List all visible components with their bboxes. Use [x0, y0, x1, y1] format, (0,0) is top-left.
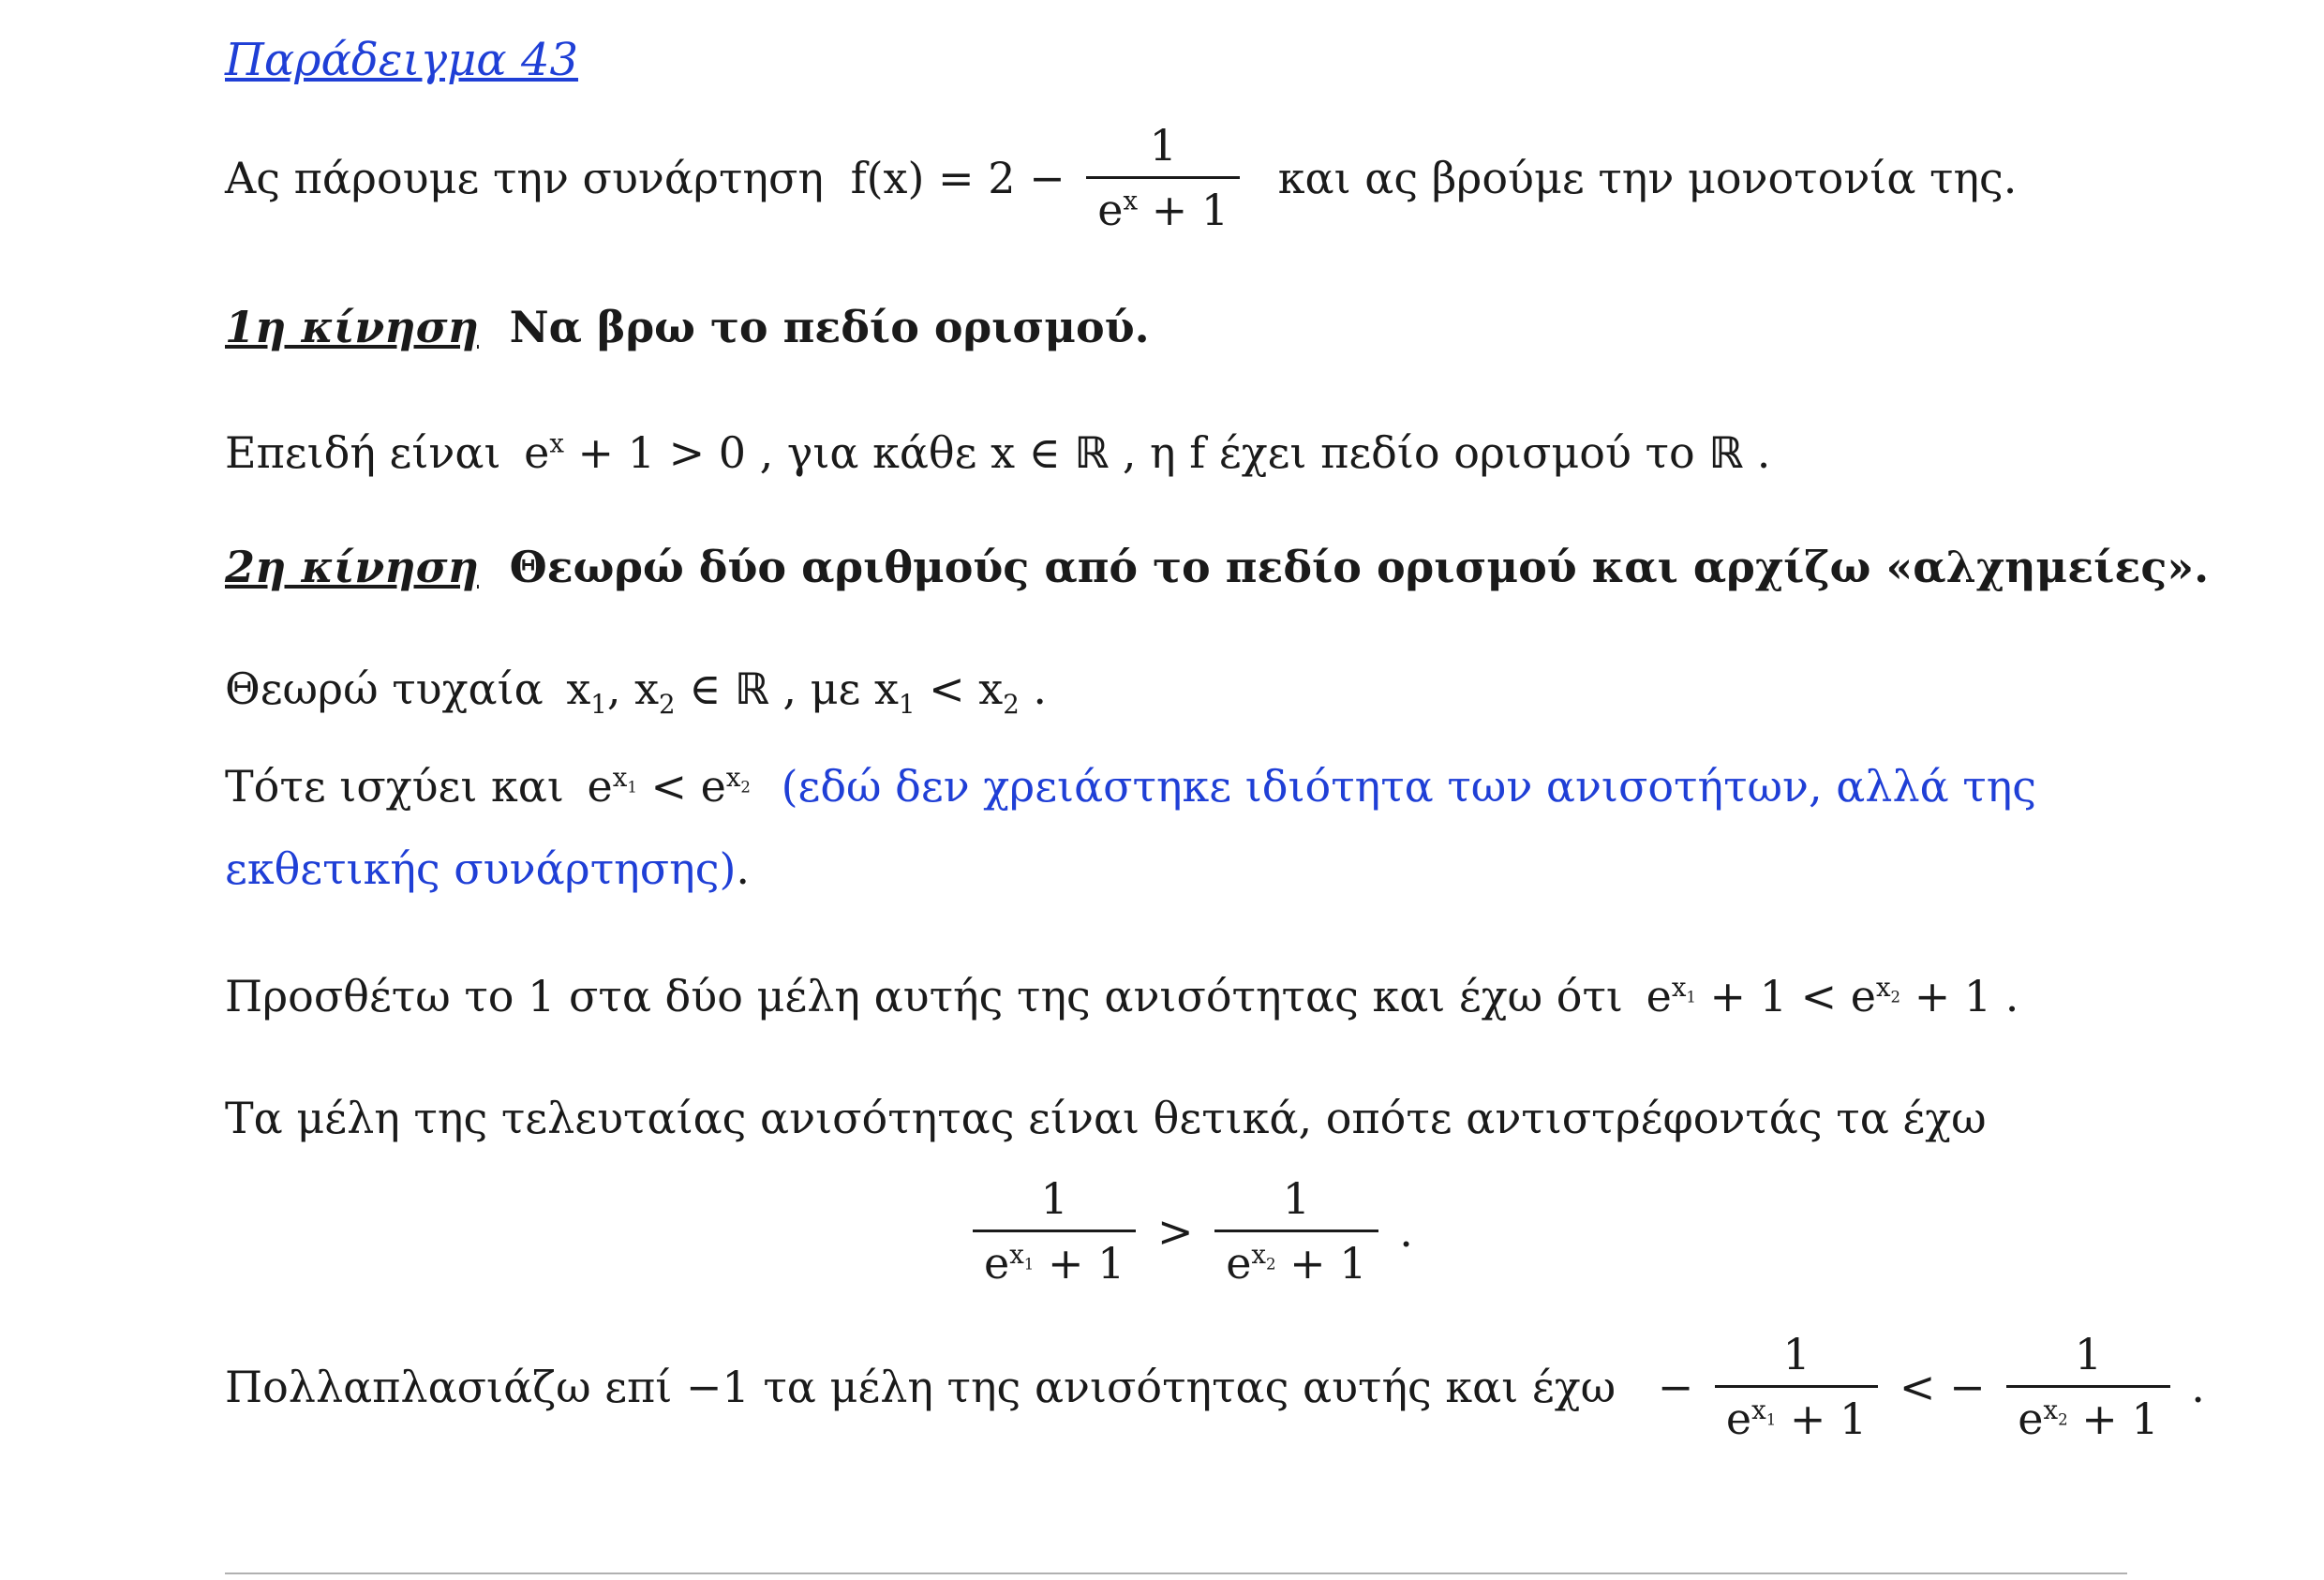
exp-power: [1009, 1238, 1035, 1274]
subscript: 2: [1890, 988, 1901, 1006]
var-x: x: [873, 663, 899, 714]
subscript: 1: [1765, 1410, 1777, 1429]
exp-base: e: [587, 761, 613, 812]
exp-line-cont: [225, 843, 750, 894]
exp-note: (εδώ δεν χρειάστηκε ιδιότητα των ανισοτήτων, αλλά της: [781, 761, 2037, 812]
exp-base: e: [2018, 1394, 2044, 1444]
subscript: 1: [590, 689, 607, 721]
intro-text-after: και ας βρούμε την μονοτονία της.: [1277, 152, 2018, 203]
step1-heading: [225, 302, 1150, 352]
intro-text-before: Ας πάρουμε την συνάρτηση: [225, 152, 824, 203]
exp-power: [1251, 1238, 1276, 1274]
mult-fraction-right: [2006, 1329, 2169, 1444]
exp-power: [1671, 971, 1696, 1006]
add-text-1: Προσθέτω το 1 στα δύο μέλη αυτής της ανισότητας και έχω ότι: [225, 971, 1623, 1021]
choose-ineq: [873, 663, 1020, 721]
page-divider: [225, 1573, 2127, 1574]
domain-exp: [524, 427, 746, 478]
subscript: 1: [1023, 1255, 1035, 1274]
subscript: 2: [1265, 1255, 1276, 1274]
exp-power: [612, 761, 637, 797]
var-x: x: [566, 663, 591, 714]
add-ineq: [1646, 971, 1992, 1021]
reals-symbol-2: ℝ: [1708, 427, 1744, 478]
exp-base: e: [1097, 185, 1124, 235]
mult-end: .: [2191, 1361, 2205, 1412]
step2-heading: [225, 542, 2209, 592]
choose-text-2: , με: [782, 663, 861, 714]
domain-text-1: Επειδή είναι: [225, 427, 501, 478]
reals-symbol: ℝ: [734, 663, 769, 714]
domain-line: [225, 427, 1770, 478]
example-title-link[interactable]: Παράδειγμα 43: [225, 34, 579, 86]
exp-var: x: [1009, 1238, 1024, 1270]
less-than-minus: < −: [1899, 1361, 1986, 1412]
subscript: 2: [2058, 1410, 2068, 1429]
exp-power: [2043, 1394, 2068, 1429]
denominator-tail: + 1: [1034, 1238, 1125, 1289]
denominator-tail: + 1: [1138, 185, 1229, 235]
exp-base: e: [984, 1238, 1010, 1289]
exp-line: [225, 761, 2036, 812]
exp-base: e: [524, 427, 550, 478]
less-than: < e: [636, 761, 726, 812]
intro-line: [225, 120, 2017, 235]
exp-var: x: [725, 761, 741, 793]
exp-power: [1751, 1394, 1777, 1429]
exp-var: x: [1875, 971, 1891, 1003]
domain-text-3: , η f έχει πεδίο ορισμού το: [1122, 427, 1695, 478]
fraction-denominator: [1715, 1385, 1878, 1444]
step2-tag: 2η κίνηση: [225, 542, 479, 592]
element-of: ∈: [675, 663, 722, 714]
add-tail: + 1: [1900, 971, 1992, 1021]
recip-fraction-left: [973, 1173, 1136, 1289]
exp-var: x: [1751, 1394, 1766, 1425]
domain-end: .: [1756, 427, 1771, 478]
example-title[interactable]: [225, 34, 578, 86]
minus-sign: −: [1657, 1361, 1694, 1412]
var-x: , x: [606, 663, 660, 714]
step2-text: Θεωρώ δύο αριθμούς από το πεδίο ορισμού και αρχίζω «αλχημείες».: [509, 542, 2210, 592]
step1-tag: 1η κίνηση: [225, 302, 479, 352]
recip-equation: [965, 1173, 1413, 1289]
choose-line: [225, 663, 1047, 720]
exp-power: [725, 761, 751, 797]
subscript: 2: [1003, 689, 1020, 721]
fraction-numerator: 1: [1282, 1173, 1311, 1224]
choose-vars: [566, 663, 722, 721]
recip-text-line: [225, 1093, 1987, 1143]
greater-than: >: [1157, 1205, 1194, 1257]
domain-inequality: + 1 > 0: [563, 427, 747, 478]
fraction-denominator: [1086, 176, 1240, 235]
exp-note-cont: εκθετικής συνάρτησης): [225, 843, 737, 894]
subscript: 1: [627, 778, 637, 797]
exp-text-1: Τότε ισχύει και: [225, 761, 564, 812]
fraction-numerator: 1: [1782, 1329, 1810, 1379]
reals-symbol: ℝ: [1074, 427, 1110, 478]
exp-base: e: [1226, 1238, 1252, 1289]
exp-base: e: [1725, 1394, 1752, 1444]
denominator-tail: + 1: [1275, 1238, 1367, 1289]
choose-end: .: [1033, 663, 1048, 714]
domain-text-2: , για κάθε: [759, 427, 977, 478]
subscript: 2: [740, 778, 751, 797]
subscript: 1: [1686, 988, 1696, 1006]
add-middle: + 1 < e: [1695, 971, 1876, 1021]
fraction-denominator: [2006, 1385, 2169, 1444]
add-end: .: [2004, 971, 2019, 1021]
mult-text: Πολλαπλασιάζω επί −1 τα μέλη της ανισότητας αυτής και έχω: [225, 1361, 1616, 1412]
fraction-numerator: 1: [1149, 120, 1177, 171]
fraction-numerator: 1: [1040, 1173, 1068, 1224]
mult-fraction-left: [1715, 1329, 1878, 1444]
fraction-denominator: [1214, 1230, 1378, 1289]
mult-line: [225, 1329, 2205, 1444]
exp-power: x: [1123, 185, 1139, 216]
add-line: [225, 971, 2019, 1021]
denominator-tail: + 1: [2067, 1394, 2159, 1444]
exp-power: x: [549, 427, 564, 459]
less-than: < x: [915, 663, 1004, 714]
choose-text-1: Θεωρώ τυχαία: [225, 663, 544, 714]
exp-end: .: [736, 843, 751, 894]
fraction-numerator: 1: [2074, 1329, 2103, 1379]
exp-base: e: [1646, 971, 1672, 1021]
exp-power: [1875, 971, 1901, 1006]
intro-function: f(x) = 2 −: [850, 152, 1065, 203]
fraction-denominator: [973, 1230, 1136, 1289]
exp-var: x: [1671, 971, 1687, 1003]
domain-x-in: x ∈: [991, 427, 1061, 478]
intro-fraction: [1086, 120, 1240, 235]
exp-ineq: [588, 761, 751, 812]
recip-end: .: [1399, 1205, 1413, 1257]
exp-var: x: [1251, 1238, 1266, 1270]
subscript: 2: [659, 689, 676, 721]
denominator-tail: + 1: [1776, 1394, 1868, 1444]
recip-text: Τα μέλη της τελευταίας ανισότητας είναι θετικά, οπότε αντιστρέφοντάς τα έχω: [225, 1093, 1987, 1143]
exp-var: x: [2043, 1394, 2059, 1425]
step1-text: Να βρω το πεδίο ορισμού.: [509, 302, 1150, 352]
recip-fraction-right: [1214, 1173, 1378, 1289]
subscript: 1: [898, 689, 916, 721]
exp-var: x: [612, 761, 628, 793]
